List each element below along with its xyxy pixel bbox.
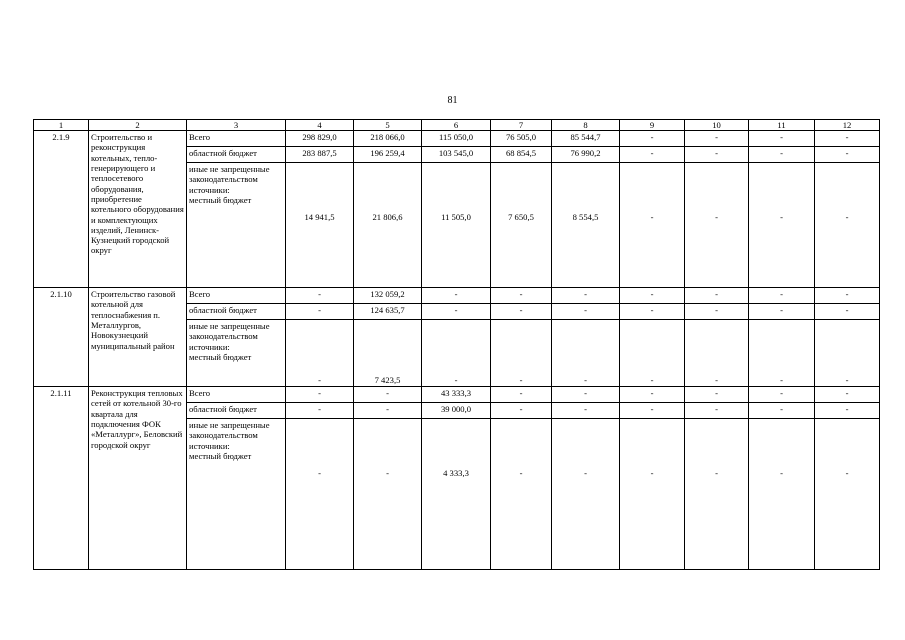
- value-cell: -: [491, 288, 552, 304]
- value-cell: 7 423,5: [354, 320, 422, 387]
- value-cell: 21 806,6: [354, 163, 422, 288]
- table-row: [34, 131, 880, 147]
- funding-source: Всего: [187, 288, 286, 304]
- budget-table: [33, 119, 880, 570]
- value-cell: -: [620, 304, 685, 320]
- value-cell: 4 333,3: [422, 419, 491, 570]
- value-cell: -: [552, 387, 620, 403]
- item-code: 2.1.11: [34, 387, 89, 570]
- item-name: Строительство газовой котельной для теплоснабжения п. Металлургов, Новокузнецкий муниципальный район: [89, 288, 187, 387]
- table-row: [34, 387, 880, 403]
- value-cell: -: [552, 288, 620, 304]
- value-cell: -: [620, 320, 685, 387]
- value-cell: -: [620, 288, 685, 304]
- column-number: 3: [187, 120, 286, 131]
- value-cell: -: [749, 288, 815, 304]
- value-cell: 218 066,0: [354, 131, 422, 147]
- funding-source: Всего: [187, 387, 286, 403]
- value-cell: -: [286, 288, 354, 304]
- value-cell: -: [620, 163, 685, 288]
- funding-source: областной бюджет: [187, 304, 286, 320]
- value-cell: -: [286, 419, 354, 570]
- value-cell: -: [422, 288, 491, 304]
- value-cell: -: [685, 320, 749, 387]
- value-cell: -: [685, 403, 749, 419]
- value-cell: -: [815, 288, 880, 304]
- value-cell: -: [749, 163, 815, 288]
- funding-source: иные не запрещенные законодательством источники: местный бюджет: [187, 163, 286, 288]
- value-cell: -: [815, 304, 880, 320]
- item-code: 2.1.9: [34, 131, 89, 288]
- value-cell: -: [552, 419, 620, 570]
- value-cell: -: [815, 131, 880, 147]
- value-cell: 76 505,0: [491, 131, 552, 147]
- value-cell: -: [552, 304, 620, 320]
- item-code: 2.1.10: [34, 288, 89, 387]
- value-cell: -: [685, 387, 749, 403]
- value-cell: 39 000,0: [422, 403, 491, 419]
- value-cell: -: [552, 320, 620, 387]
- value-cell: 132 059,2: [354, 288, 422, 304]
- value-cell: 298 829,0: [286, 131, 354, 147]
- value-cell: -: [685, 419, 749, 570]
- column-number: 8: [552, 120, 620, 131]
- value-cell: -: [815, 387, 880, 403]
- column-number: 7: [491, 120, 552, 131]
- funding-source: областной бюджет: [187, 403, 286, 419]
- value-cell: 14 941,5: [286, 163, 354, 288]
- value-cell: 7 650,5: [491, 163, 552, 288]
- value-cell: -: [749, 131, 815, 147]
- value-cell: -: [749, 387, 815, 403]
- value-cell: 283 887,5: [286, 147, 354, 163]
- value-cell: -: [620, 387, 685, 403]
- value-cell: -: [620, 419, 685, 570]
- value-cell: -: [491, 387, 552, 403]
- page-number: 81: [447, 95, 458, 106]
- column-number-row: [34, 120, 880, 131]
- value-cell: -: [685, 163, 749, 288]
- value-cell: -: [286, 304, 354, 320]
- funding-source: Всего: [187, 131, 286, 147]
- value-cell: 76 990,2: [552, 147, 620, 163]
- value-cell: -: [749, 419, 815, 570]
- value-cell: -: [354, 403, 422, 419]
- column-number: 11: [749, 120, 815, 131]
- value-cell: -: [685, 304, 749, 320]
- funding-source: областной бюджет: [187, 147, 286, 163]
- value-cell: 85 544,7: [552, 131, 620, 147]
- value-cell: 8 554,5: [552, 163, 620, 288]
- column-number: 12: [815, 120, 880, 131]
- funding-source: иные не запрещенные законодательством источники: местный бюджет: [187, 320, 286, 387]
- value-cell: 11 505,0: [422, 163, 491, 288]
- value-cell: -: [491, 419, 552, 570]
- value-cell: -: [354, 387, 422, 403]
- item-name: Строительство и реконструкция котельных, тепло-генерирующего и теплосетевого оборудования, приобретение котельного оборудования и комплектующих изделий, Ленинск-Кузнецкий городской округ: [89, 131, 187, 288]
- value-cell: -: [749, 320, 815, 387]
- table-row: [34, 288, 880, 304]
- value-cell: 196 259,4: [354, 147, 422, 163]
- value-cell: -: [685, 288, 749, 304]
- column-number: 2: [89, 120, 187, 131]
- value-cell: -: [815, 403, 880, 419]
- value-cell: -: [685, 131, 749, 147]
- value-cell: -: [422, 304, 491, 320]
- value-cell: -: [286, 320, 354, 387]
- value-cell: -: [749, 147, 815, 163]
- value-cell: -: [552, 403, 620, 419]
- column-number: 6: [422, 120, 491, 131]
- item-name: Реконструкция тепловых сетей от котельной 30-го квартала для подключения ФОК «Металлург», Беловский городской округ: [89, 387, 187, 570]
- value-cell: 124 635,7: [354, 304, 422, 320]
- value-cell: 115 050,0: [422, 131, 491, 147]
- value-cell: -: [354, 419, 422, 570]
- value-cell: -: [491, 320, 552, 387]
- value-cell: -: [815, 320, 880, 387]
- value-cell: 68 854,5: [491, 147, 552, 163]
- value-cell: -: [286, 403, 354, 419]
- value-cell: -: [491, 403, 552, 419]
- value-cell: -: [286, 387, 354, 403]
- value-cell: -: [685, 147, 749, 163]
- value-cell: -: [815, 147, 880, 163]
- value-cell: -: [749, 403, 815, 419]
- column-number: 5: [354, 120, 422, 131]
- value-cell: 103 545,0: [422, 147, 491, 163]
- value-cell: -: [815, 419, 880, 570]
- value-cell: -: [620, 131, 685, 147]
- value-cell: -: [815, 163, 880, 288]
- column-number: 9: [620, 120, 685, 131]
- column-number: 4: [286, 120, 354, 131]
- value-cell: -: [749, 304, 815, 320]
- value-cell: -: [620, 403, 685, 419]
- funding-source: иные не запрещенные законодательством источники: местный бюджет: [187, 419, 286, 570]
- value-cell: 43 333,3: [422, 387, 491, 403]
- value-cell: -: [422, 320, 491, 387]
- column-number: 10: [685, 120, 749, 131]
- value-cell: -: [491, 304, 552, 320]
- value-cell: -: [620, 147, 685, 163]
- column-number: 1: [34, 120, 89, 131]
